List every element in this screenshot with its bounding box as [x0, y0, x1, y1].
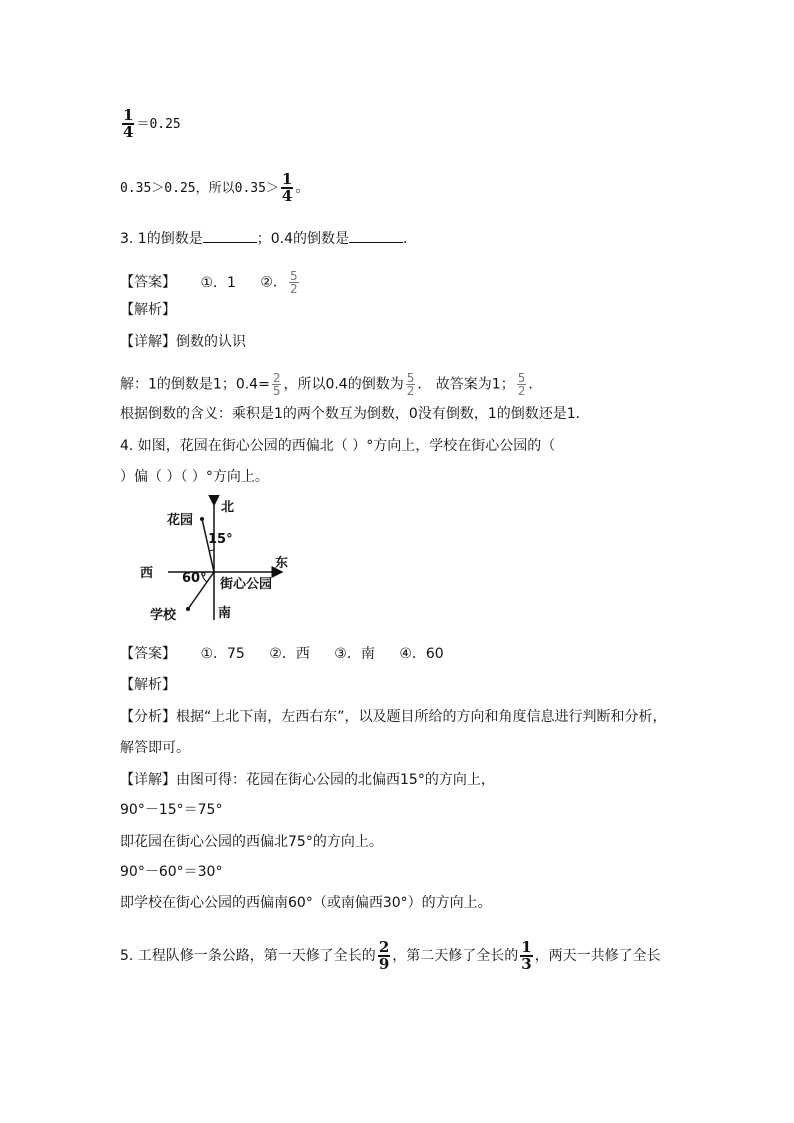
equation-rest: ＝0.25 — [136, 117, 181, 132]
direction-diagram-svg — [130, 495, 300, 630]
fraction-five-halves-3: $\frac{5}{2}$ — [517, 371, 526, 398]
fraction-five-halves-2: $\frac{5}{2}$ — [406, 371, 415, 398]
question-4-line-1: 4. 如图，花园在街心公园的西偏北（ ）°方向上，学校在街心公园的（ — [120, 438, 556, 454]
label-angle-15: 15° — [208, 532, 233, 547]
label-angle-60: 60° — [182, 571, 207, 586]
q4-analysis-line-1: 【分析】根据“上北下南，左西右东”，以及题目所给的方向和角度信息进行判断和分析， — [120, 709, 667, 725]
q4-answer-2: ②．西 — [269, 646, 310, 662]
q4-detail-line-1: 【详解】由图可得：花园在街心公园的北偏西15°的方向上， — [120, 772, 495, 788]
q4-analysis-line-2: 解答即可。 — [120, 740, 190, 756]
label-north: 北 — [221, 500, 235, 515]
q4-calc-2: 90°－60°＝30° — [120, 864, 223, 880]
direction-diagram — [130, 495, 300, 630]
q4-detail-line-3: 即学校在街心公园的西偏南60°（或南偏西30°）的方向上。 — [120, 895, 492, 911]
q4-answer-line — [120, 644, 444, 664]
q3-solution-line: 解：1的倒数是1；0.4= $\frac{2}{5}$ ，所以0.4的倒数为 $\frac{5}{2}$ ． 故答案为1； $\frac{5}{2}$ ． — [120, 371, 543, 398]
q4-answer-4: ④．60 — [399, 646, 444, 662]
comparison-suffix: 。 — [295, 180, 310, 196]
label-center: 街心公园 — [220, 577, 273, 592]
q3-analysis-tag: 【解析】 — [120, 302, 176, 318]
comparison-line — [120, 172, 309, 204]
fraction-one-quarter: $\frac{1}{4}$ — [123, 106, 134, 141]
question-3: 3. 1的倒数是 ；0.4的倒数是 ． — [120, 228, 417, 249]
fraction-one-quarter-2: $\frac{1}{4}$ — [281, 170, 293, 205]
q4-answer-3: ③．南 — [334, 646, 375, 662]
answer-tag-4: 【答案】 — [120, 646, 176, 662]
fraction-five-halves: $\frac{5}{2}$ — [289, 269, 298, 296]
comparison-prefix: 0.35＞0.25，所以0.35＞ — [120, 181, 279, 196]
fraction-two-fifths: $\frac{2}{5}$ — [272, 371, 281, 398]
fraction-two-ninths: $\frac{2}{9}$ — [378, 938, 390, 973]
question-5: 5. 工程队修一条公路，第一天修了全长的 $\frac{2}{9}$ ，第二天修了全长的 $\frac{1}{3}$ ，两天一共修了全长 — [120, 938, 661, 973]
q4-detail-line-2: 即花园在街心公园的西偏北75°的方向上。 — [120, 834, 383, 850]
answer-tag: 【答案】 — [120, 274, 176, 291]
q3-answer-1: ①．1 — [200, 274, 236, 291]
label-garden: 花园 — [167, 513, 194, 528]
answer-blank-1 — [203, 228, 257, 243]
q3-answer-line — [120, 270, 301, 295]
question-4-line-2: ）偏（ ）（ ）°方向上。 — [120, 469, 269, 485]
label-school: 学校 — [150, 608, 177, 623]
school-point — [186, 607, 190, 611]
q3-answer-2: ②． $\frac{5}{2}$ — [260, 269, 298, 296]
q4-calc-1: 90°－15°＝75° — [120, 802, 223, 818]
label-east: 东 — [275, 556, 289, 571]
q3-detail-line: 【详解】倒数的认识 — [120, 334, 246, 350]
fraction-one-third: $\frac{1}{3}$ — [521, 938, 532, 973]
garden-point — [200, 517, 204, 521]
fraction-equation-line — [120, 108, 181, 140]
q4-answer-1: ①．75 — [200, 646, 245, 662]
q3-note: 根据倒数的含义：乘积是1的两个数互为倒数，0没有倒数，1的倒数还是1． — [120, 406, 590, 422]
q4-analysis-tag: 【解析】 — [120, 677, 176, 693]
answer-blank-2 — [349, 228, 403, 243]
label-west: 西 — [140, 566, 154, 581]
label-south: 南 — [218, 606, 232, 621]
